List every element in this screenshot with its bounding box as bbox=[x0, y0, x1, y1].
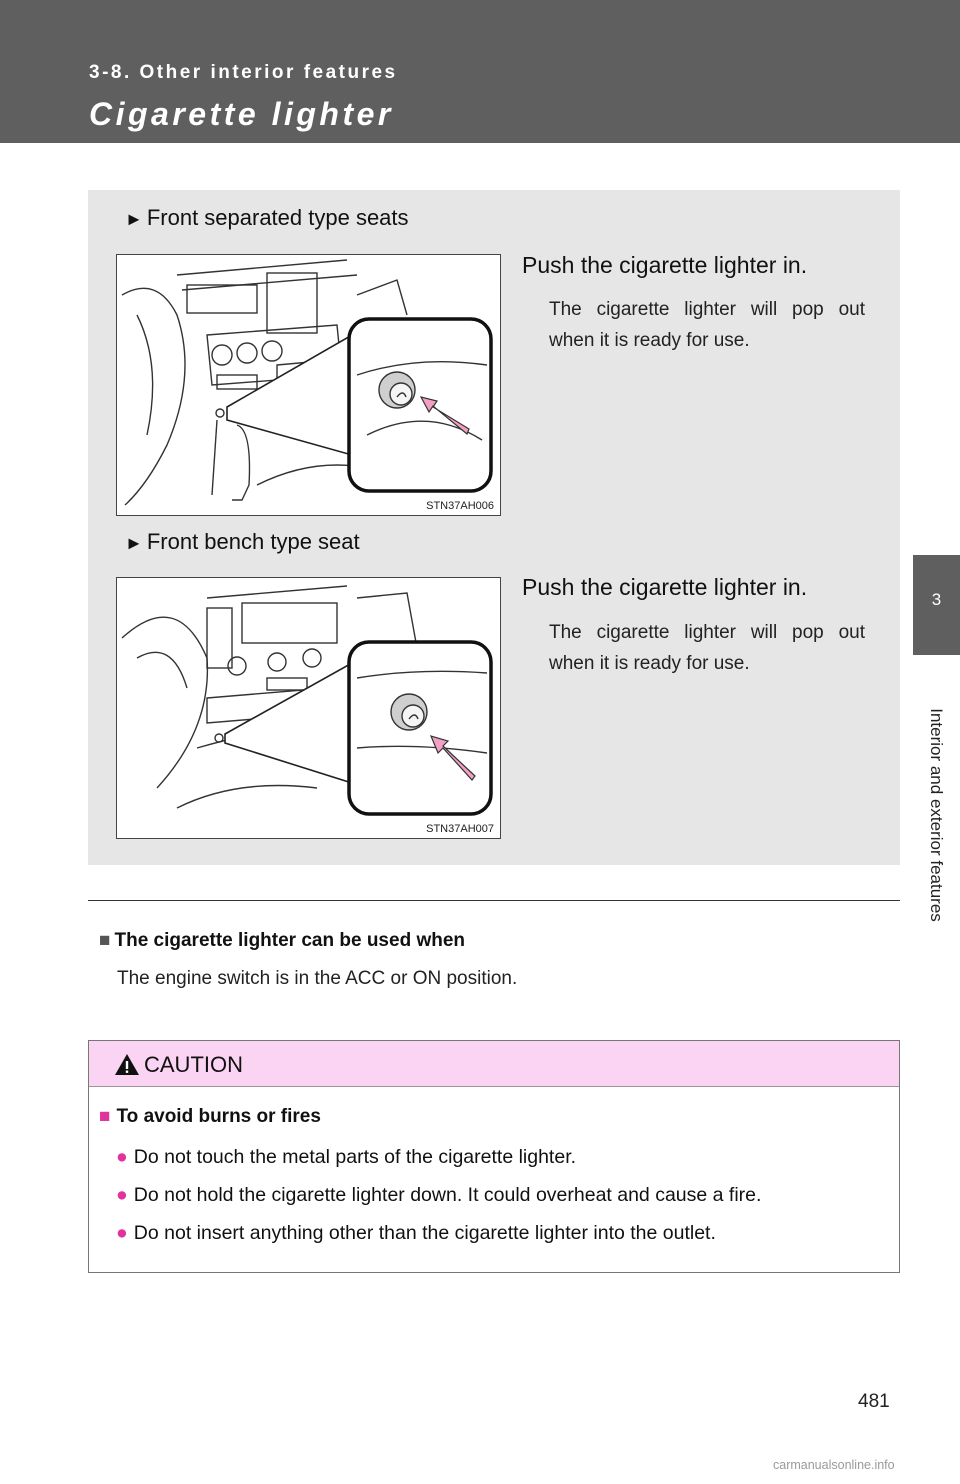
square-bullet-icon: ■ bbox=[99, 1106, 111, 1127]
caution-header bbox=[89, 1041, 899, 1087]
pointer-triangle-icon: ► bbox=[125, 209, 143, 229]
chapter-number: 3 bbox=[931, 590, 942, 609]
watermark[interactable]: carmanualsonline.info bbox=[773, 1458, 895, 1472]
instruction-text: Push the cigarette lighter in. bbox=[522, 574, 808, 600]
caution-subheading bbox=[99, 1106, 321, 1128]
pointer-triangle-icon: ► bbox=[125, 533, 143, 553]
note-heading-text: The cigarette lighter can be used when bbox=[114, 930, 466, 951]
round-bullet-icon: ● bbox=[116, 1222, 128, 1244]
variant-label-bench-seat bbox=[125, 529, 360, 555]
illustration-separated-seats bbox=[116, 254, 501, 516]
square-bullet-icon: ■ bbox=[99, 930, 111, 951]
caution-bullet-text: Do not hold the cigarette lighter down. It could overheat and cause a fire. bbox=[133, 1184, 762, 1206]
illustration-code: STN37AH006 bbox=[426, 500, 494, 512]
page-number: 481 bbox=[858, 1391, 890, 1412]
caution-bullet bbox=[116, 1146, 576, 1169]
instruction-text: Push the cigarette lighter in. bbox=[522, 252, 808, 278]
warning-triangle-icon bbox=[114, 1053, 140, 1076]
caution-title: CAUTION bbox=[144, 1052, 243, 1077]
page-title: Cigarette lighter bbox=[89, 96, 394, 132]
caution-bullet bbox=[116, 1222, 716, 1245]
variant-label-text: Front bench type seat bbox=[146, 529, 360, 554]
round-bullet-icon: ● bbox=[116, 1146, 128, 1168]
round-bullet-icon: ● bbox=[116, 1184, 128, 1206]
note-heading bbox=[99, 930, 465, 952]
page-header bbox=[0, 0, 960, 143]
caution-box bbox=[88, 1040, 900, 1273]
caution-subheading-text: To avoid burns or fires bbox=[116, 1106, 321, 1127]
section-divider bbox=[88, 900, 900, 901]
variant-label-separated-seats bbox=[125, 205, 409, 231]
note-body: The engine switch is in the ACC or ON position. bbox=[117, 968, 518, 989]
instruction-detail: The cigarette lighter will pop out when it is ready for use. bbox=[549, 622, 865, 674]
caution-bullet bbox=[116, 1184, 761, 1207]
dashboard-drawing bbox=[117, 255, 501, 516]
caution-bullet-text: Do not touch the metal parts of the cigarette lighter. bbox=[133, 1146, 577, 1168]
illustration-code: STN37AH007 bbox=[426, 823, 494, 835]
instruction-detail: The cigarette lighter will pop out when it is ready for use. bbox=[549, 299, 865, 351]
illustration-bench-seat bbox=[116, 577, 501, 839]
dashboard-drawing bbox=[117, 578, 501, 839]
caution-bullet-text: Do not insert anything other than the cigarette lighter into the outlet. bbox=[133, 1222, 716, 1244]
chapter-title: Interior and exterior features bbox=[927, 708, 946, 922]
section-label: 3-8. Other interior features bbox=[89, 62, 398, 83]
variant-label-text: Front separated type seats bbox=[146, 205, 409, 230]
